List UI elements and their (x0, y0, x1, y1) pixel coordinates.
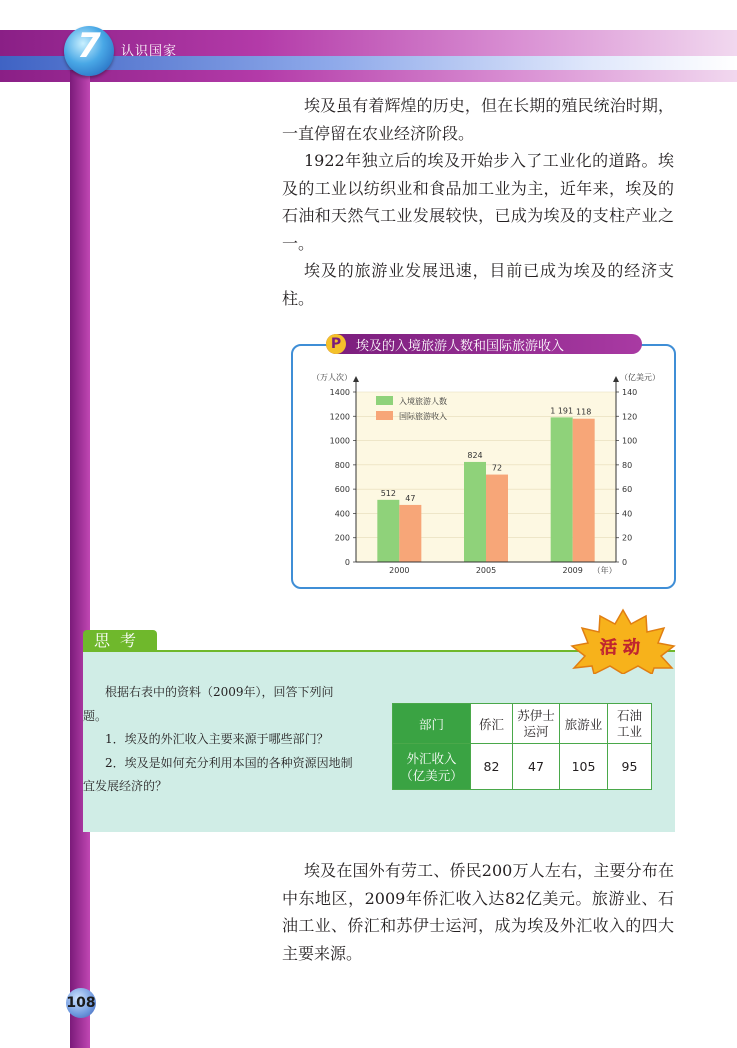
table-cell-value: 47 (513, 744, 560, 790)
table-header-income: 外汇收入 （亿美元） (393, 744, 471, 790)
legend-label: 国际旅游收入 (399, 412, 447, 421)
legend-swatch (376, 396, 393, 405)
bar (551, 417, 573, 562)
x-tick-label: 2000 (389, 566, 410, 575)
y-left-tick-label: 600 (334, 485, 350, 495)
table-row (393, 744, 652, 790)
activity-label: 活动 (600, 638, 646, 658)
bar-data-label: 824 (467, 450, 483, 460)
y-left-arrow-icon (353, 376, 359, 382)
bar-data-label: 47 (405, 493, 416, 503)
y-left-axis-label: （万人次） (312, 373, 352, 382)
paragraph-1: 埃及虽有着辉煌的历史，但在长期的殖民统治时期，一直停留在农业经济阶段。 (282, 96, 674, 143)
y-left-tick-label: 1000 (329, 436, 350, 446)
y-left-tick-label: 1400 (329, 388, 350, 397)
table-row (393, 704, 652, 744)
y-right-tick-label: 40 (622, 509, 633, 519)
table-cell-value: 82 (471, 744, 513, 790)
y-right-tick-label: 120 (622, 412, 638, 422)
bar-data-label: 1 191 (550, 406, 574, 416)
paragraph-4: 埃及在国外有劳工、侨民200万人左右，主要分布在中东地区，2009年侨汇收入达82亿美元。旅游业、石油工业、侨汇和苏伊士运河，成为埃及外汇收入的四大主要来源。 (282, 861, 674, 963)
table-cell-sector: 侨汇 (471, 704, 513, 744)
page-number: 108 (66, 988, 96, 1018)
y-left-tick-label: 0 (344, 558, 350, 567)
y-right-tick-label: 100 (622, 436, 638, 446)
table-cell-value: 105 (560, 744, 608, 790)
table-header-sector: 部门 (393, 704, 471, 744)
chapter-title: 认识国家 (121, 44, 178, 59)
table-cell-sector: 石油 工业 (608, 704, 652, 744)
legend-swatch (376, 411, 393, 420)
think-question-2: 2．埃及是如何充分利用本国的各种资源因地制宜发展经济的？ (83, 755, 353, 793)
y-right-tick-label: 20 (622, 533, 633, 543)
chapter-number-badge: 7 (64, 26, 114, 76)
activity-badge (568, 608, 678, 674)
y-left-tick-label: 200 (334, 533, 350, 543)
bar (377, 500, 399, 562)
y-left-tick-label: 400 (334, 509, 350, 519)
think-intro: 根据右表中的资料（2009年），回答下列问题。 (83, 685, 334, 723)
forex-income-table (392, 703, 652, 790)
left-margin-stripe (70, 70, 90, 1048)
paragraph-3: 埃及的旅游业发展迅速，目前已成为埃及的经济支柱。 (282, 261, 674, 308)
chart-title: 埃及的入境旅游人数和国际旅游收入 (356, 339, 565, 354)
think-tab: 思考 (83, 630, 157, 652)
paragraph-2: 1922年独立后的埃及开始步入了工业化的道路。埃及的工业以纺织业和食品加工业为主，近年来，埃及的石油和天然气工业发展较快，已成为埃及的支柱产业之一。 (282, 151, 674, 253)
table-cell-sector: 苏伊士 运河 (513, 704, 560, 744)
table-cell-sector: 旅游业 (560, 704, 608, 744)
bar (464, 462, 486, 562)
x-axis-unit-label: （年） (592, 566, 617, 575)
y-right-tick-label: 80 (622, 460, 633, 470)
y-right-arrow-icon (613, 376, 619, 382)
y-right-axis-label: （亿美元） (620, 373, 660, 382)
bar (486, 475, 508, 562)
bar (399, 505, 421, 562)
bar-data-label: 118 (576, 407, 592, 417)
x-tick-label: 2009 (562, 566, 583, 575)
bar-data-label: 512 (380, 488, 396, 498)
y-right-tick-label: 0 (622, 558, 628, 567)
think-questions (83, 681, 353, 799)
y-left-tick-label: 1200 (329, 412, 350, 422)
think-question-1: 1．埃及的外汇收入主要来源于哪些部门？ (105, 732, 329, 746)
x-tick-label: 2005 (475, 566, 497, 575)
y-right-tick-label: 60 (622, 485, 633, 495)
tourism-bar-chart (293, 364, 671, 582)
bar (573, 419, 595, 562)
bar-data-label: 72 (491, 463, 503, 473)
chart-badge-icon: P (326, 334, 346, 354)
table-cell-value: 95 (608, 744, 652, 790)
y-right-tick-label: 140 (622, 388, 638, 397)
legend-label: 入境旅游人数 (399, 397, 447, 406)
y-left-tick-label: 800 (334, 460, 350, 470)
